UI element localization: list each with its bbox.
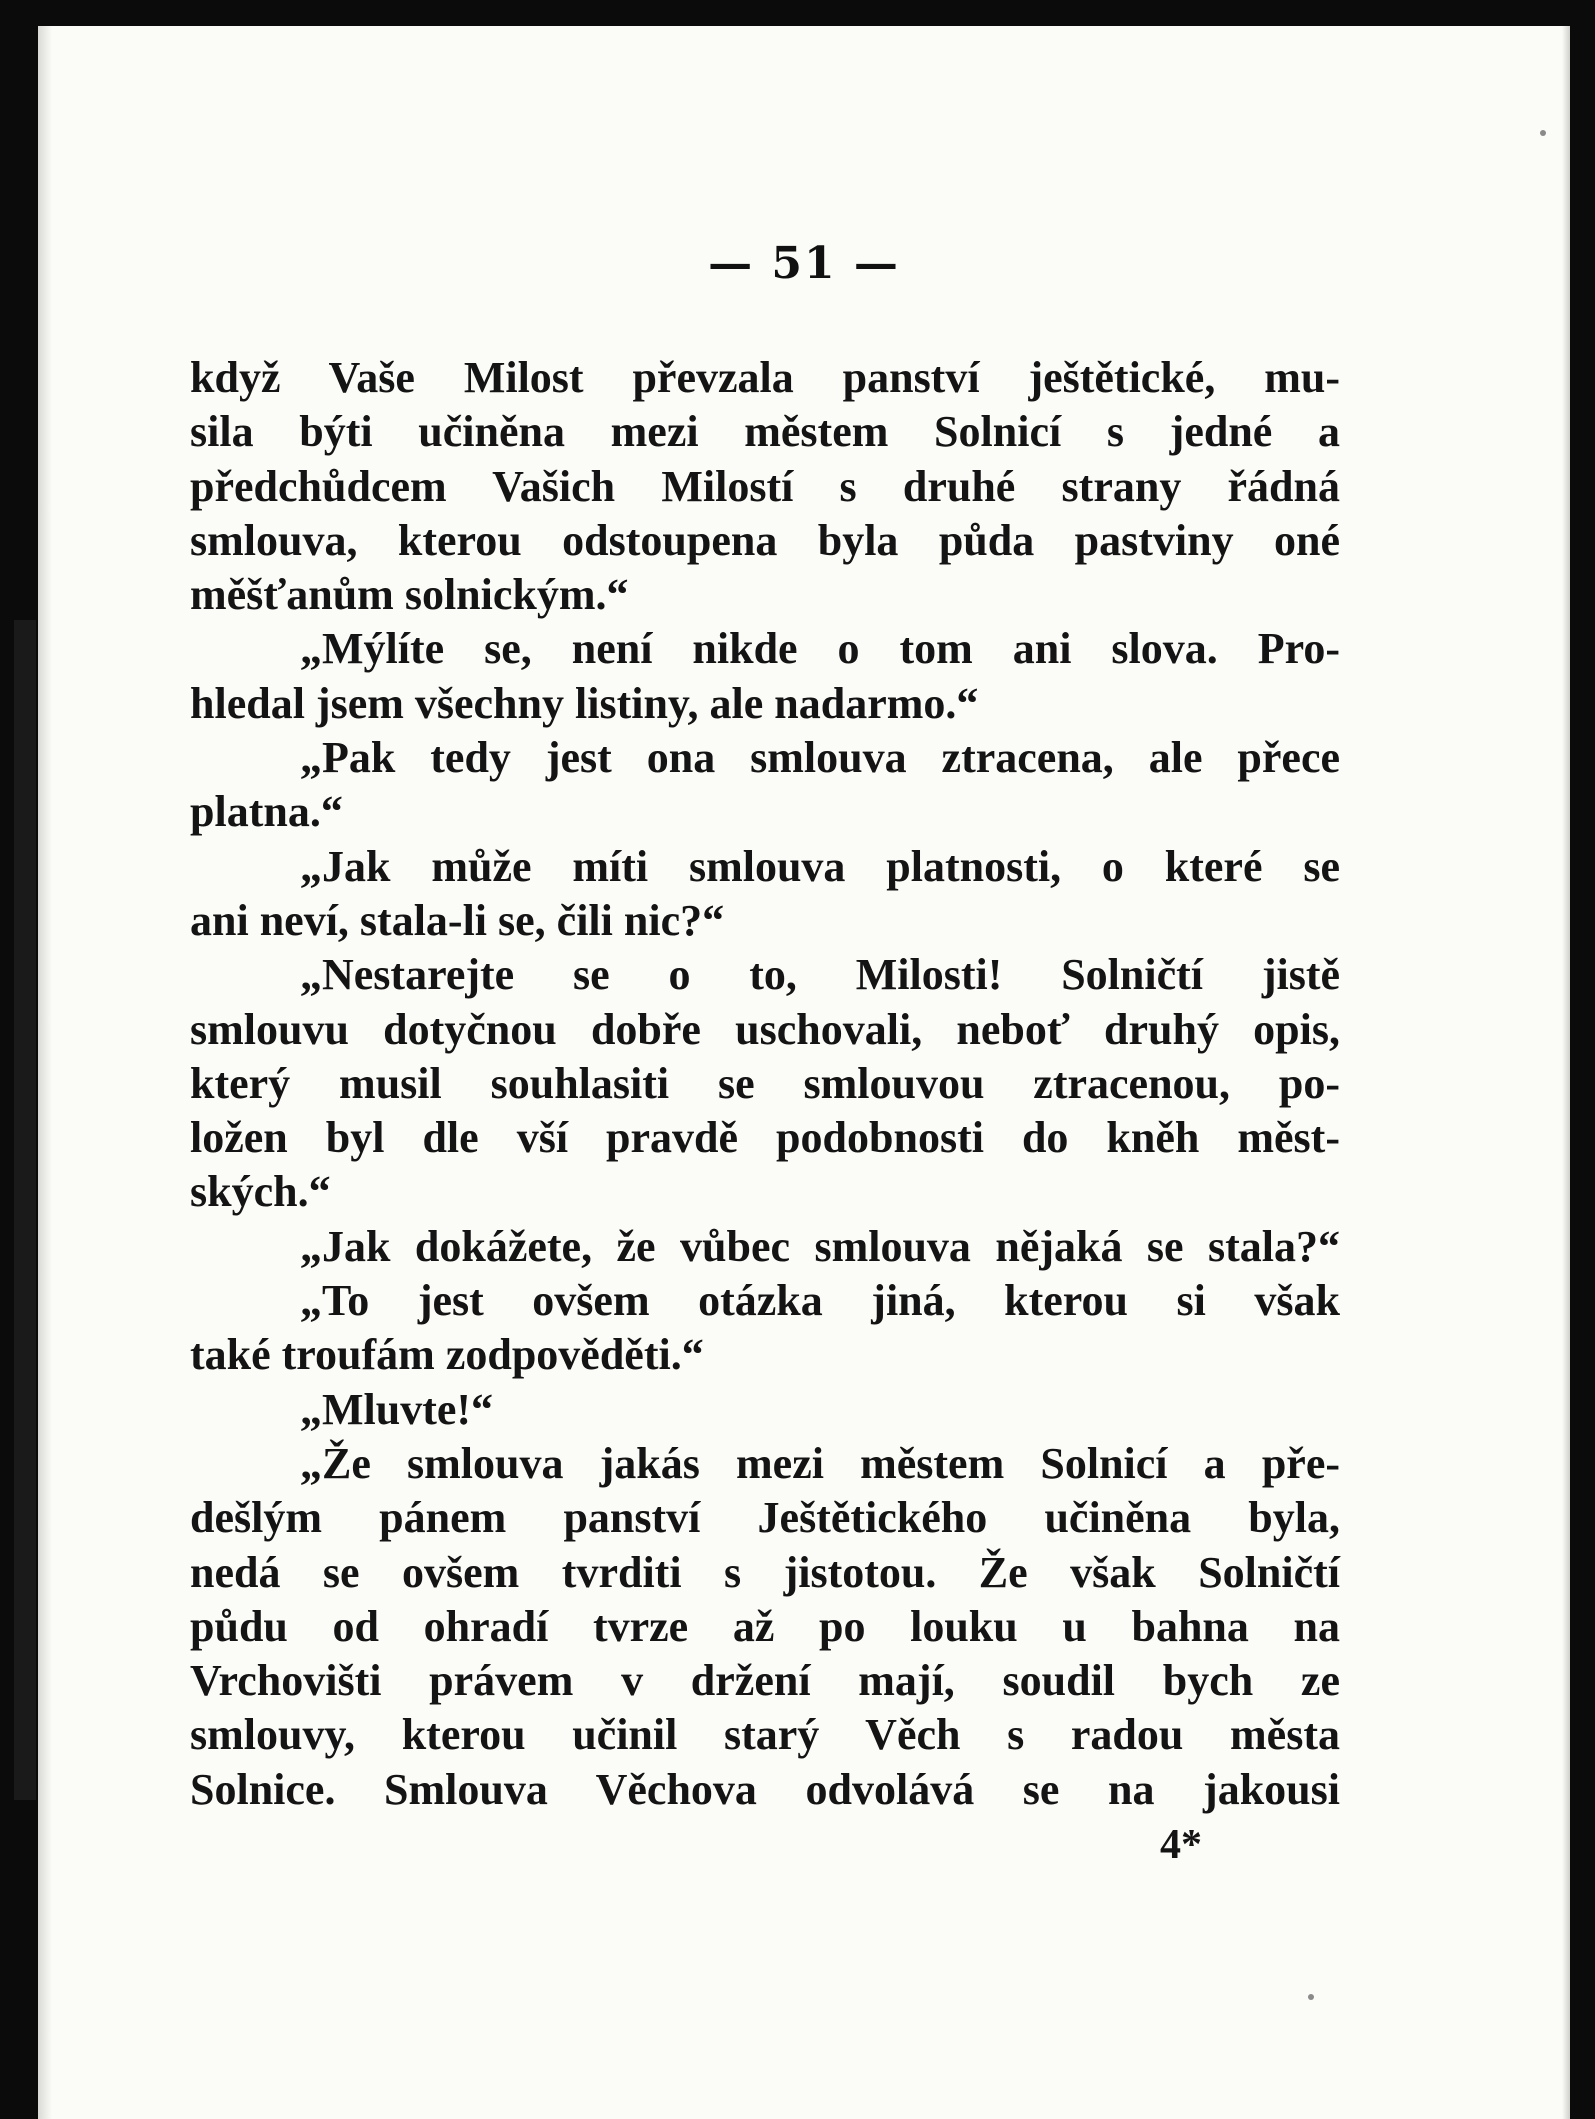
text-line: dešlým pánem panství Ještětického učiněna byla,: [190, 1493, 1340, 1543]
text-line: měšťanům solnickým.“: [190, 570, 629, 620]
text-line: „Že smlouva jakás mezi městem Solnicí a pře-: [300, 1438, 1340, 1488]
text-line: Solnice. Smlouva Věchova odvolává se na jakousi: [190, 1764, 1340, 1814]
page-number-header: — 51 —: [708, 238, 900, 289]
body-text: [190, 351, 1340, 1817]
text-line: „Jak může míti smlouva platnosti, o které se: [300, 841, 1340, 891]
text-line: Vrchovišti právem v držení mají, soudil bych ze: [190, 1656, 1340, 1706]
dust-speck: [1540, 130, 1546, 136]
text-line: „Pak tedy jest ona smlouva ztracena, ale přece: [300, 733, 1340, 783]
text-line: předchůdcem Vašich Milostí s druhé strany řádná: [190, 461, 1340, 511]
text-line: „Nestarejte se o to, Milosti! Solničtí jistě: [300, 950, 1340, 1000]
text-line: smlouvy, kterou učinil starý Věch s radou města: [190, 1710, 1340, 1760]
page-edge: [1562, 26, 1570, 2119]
dust-speck: [1308, 1994, 1314, 2000]
text-line: půdu od ohradí tvrze až po louku u bahna na: [190, 1601, 1340, 1651]
signature-mark: 4*: [1160, 1822, 1202, 1868]
text-line: hledal jsem všechny listiny, ale nadarmo.“: [190, 678, 979, 728]
text-line: také troufám zodpověděti.“: [190, 1330, 704, 1380]
text-line: který musil souhlasiti se smlouvou ztracenou, po-: [190, 1058, 1340, 1108]
text-line: sila býti učiněna mezi městem Solnicí s jedné a: [190, 407, 1340, 457]
text-line: platna.“: [190, 787, 343, 837]
text-line: ských.“: [190, 1167, 331, 1217]
text-line: ložen byl dle vší pravdě podobnosti do kněh měst-: [190, 1113, 1340, 1163]
text-line: „Jak dokážete, že vůbec smlouva nějaká se stala?“: [300, 1221, 1340, 1271]
text-line: „Mýlíte se, není nikde o tom ani slova. Pro-: [300, 624, 1340, 674]
text-line: ani neví, stala-li se, čili nic?“: [190, 895, 725, 945]
text-line: smlouvu dotyčnou dobře uschovali, neboť druhý opis,: [190, 1004, 1340, 1054]
text-line: „To jest ovšem otázka jiná, kterou si však: [300, 1276, 1340, 1326]
spine-shadow: [38, 26, 52, 2119]
book-page: [38, 26, 1570, 2119]
text-line: smlouva, kterou odstoupena byla půda pastviny oné: [190, 515, 1340, 565]
text-line: nedá se ovšem tvrditi s jistotou. Že však Solničtí: [190, 1547, 1340, 1597]
binding-edge: [14, 620, 36, 1800]
text-line: „Mluvte!“: [300, 1384, 494, 1434]
text-line: když Vaše Milost převzala panství ještětické, mu-: [190, 353, 1340, 402]
